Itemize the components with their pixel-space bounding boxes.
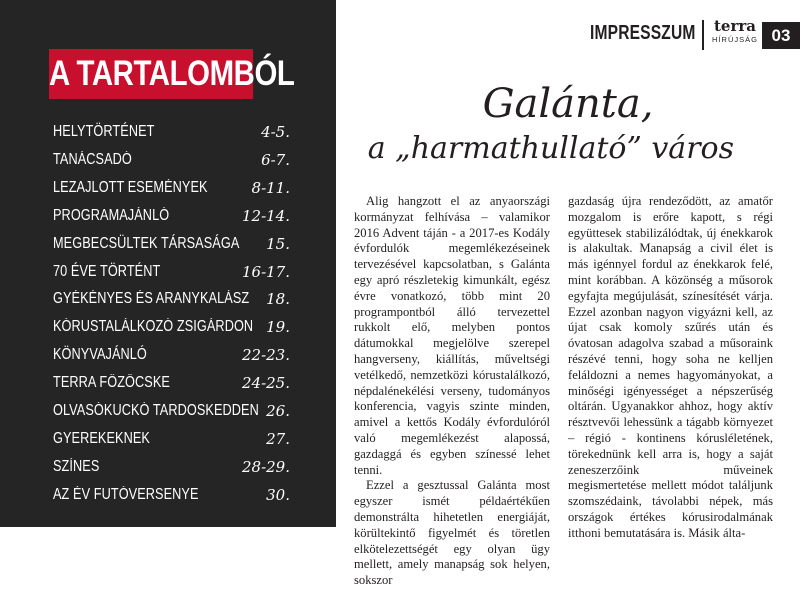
terra-logo	[712, 18, 758, 45]
table-of-contents-panel	[0, 0, 336, 527]
toc-item-pages: 8-11.	[251, 178, 290, 197]
toc-item-label: TANÁCSADÓ	[53, 150, 132, 168]
page-number: 03	[762, 22, 800, 49]
paragraph: gazdaság újra rendeződött, az amatőr mozgalom is erőre kapott, s régi együttesek stabilizálódtak, új énekkarok is alakultak. Manapság a civil élet is más igénnyel fordul az énekkarok felé, mint korábban. A közönség a műsorok egyfajta megújulását, színesítését várja. Ezzel azonban nagyon vigyázni kell, az újat csak komoly szűrés után és óvatosan adagolva szabad a műsoraink részévé tenni, hogy soha ne kelljen feláldozni a nemes hagyományokat, a minőségi igényességet a népszerűség oltárán. Ugyanakkor ahhoz, hogy aktív résztvevői lehessünk a tágabb környezet – régió - kontinens kórusléletének, törekednünk kell arra is, hogy a saját zeneszerzőink műveinek megismertetése mellett módot találjunk szomszédaink, távolabbi népek, más országok értékes kórusirodalmának itthoni bemutatására is. Másik álta-	[568, 194, 773, 540]
toc-item-label: KÓRUSTALÁLKOZÓ ZSIGÁRDON	[53, 318, 254, 336]
paragraph: Ezzel a gesztussal Galánta most egyszer ismét példaértékűen demonstrálta hihetetlen energiáját, körültekintő figyelmét és töretlen elkötelezettségét egy olyan ügy mellett, amely manapság sok helyen, sokszor	[354, 478, 550, 588]
toc-item-pages: 6-7.	[261, 150, 290, 169]
toc-item-pages: 12-14.	[241, 206, 290, 225]
toc-item-label: GYÉKÉNYES ÉS ARANYKALÁSZ	[53, 290, 250, 308]
logo-sub-text: HÍRÚJSÁG	[712, 35, 758, 44]
toc-item-label: HELYTÖRTÉNET	[53, 123, 155, 140]
toc-item	[53, 260, 290, 284]
toc-item	[53, 371, 290, 395]
toc-item-pages: 15.	[266, 234, 290, 253]
toc-item-pages: 18.	[266, 290, 290, 309]
header-divider	[702, 20, 704, 50]
toc-item-label: 70 ÉVE TÖRTÉNT	[53, 262, 161, 280]
article-headline-line2: a „harmathullató” város	[367, 131, 734, 166]
toc-item-pages: 22-23.	[241, 346, 290, 365]
toc-item-label: PROGRAMAJÁNLÓ	[53, 206, 170, 224]
toc-item	[53, 315, 290, 339]
toc-item	[53, 176, 290, 200]
logo-main-text: terra	[714, 17, 756, 35]
section-title: IMPRESSZUM	[590, 22, 696, 44]
toc-item-label: SZÍNES	[53, 457, 100, 475]
toc-item-pages: 4-5.	[261, 123, 290, 141]
toc-title: A TARTALOMBÓL	[49, 49, 253, 99]
toc-item-label: TERRA FŐZŐCSKE	[53, 374, 170, 392]
paragraph: Alig hangzott el az anyaországi kormányzat felhívása – valamikor 2016 Advent táján - a 2017-es Kodály évfordulók megemlékezéseinek tervezésével kapcsolatban, s Galánta egy apró részletekig kimunkált, egész évre vonatkozó, több mint 20 programpontból álló tervezettel rukkolt elő, melyben pontos dátumokkal megjelölve szerepel hangverseny, kiállítás, műveltségi vetélkedő, nemzetközi kórustalálkozó, népdalénekélési verseny, tudományos konferencia, vagyis szinte minden, amivel a kettős Kodály évfordulóról való megemlékezést alapossá, gazdaggá és egyben színessé lehet tenni.	[354, 194, 550, 477]
toc-item-label: GYEREKEKNEK	[53, 429, 150, 447]
toc-item-pages: 30.	[266, 485, 290, 504]
toc-item-label: OLVASÓKUCKÓ TARDOSKEDDEN	[53, 402, 259, 419]
toc-item	[53, 232, 290, 256]
article-column-1	[354, 194, 550, 588]
toc-item	[53, 148, 290, 172]
toc-item	[53, 483, 290, 507]
toc-item-pages: 16-17.	[241, 262, 290, 281]
toc-item-pages: 24-25.	[241, 374, 290, 393]
toc-item-label: LEZAJLOTT ESEMÉNYEK	[53, 178, 208, 196]
toc-item	[53, 427, 290, 451]
article-headline-line1: Galánta,	[482, 81, 654, 127]
toc-item	[53, 455, 290, 479]
toc-item-label: MEGBECSÜLTEK TÁRSASÁGA	[53, 234, 240, 252]
toc-item	[53, 399, 290, 423]
article-column-2	[568, 194, 773, 540]
toc-item-pages: 27.	[266, 429, 290, 448]
toc-item-pages: 28-29.	[241, 457, 290, 476]
toc-item	[53, 287, 290, 311]
toc-item	[53, 120, 290, 144]
toc-item-pages: 26.	[266, 402, 290, 420]
toc-item-label: KÖNYVAJÁNLÓ	[53, 346, 147, 364]
toc-item-label: AZ ÉV FUTÓVERSENYE	[53, 485, 199, 503]
article-page	[336, 0, 800, 588]
toc-item	[53, 343, 290, 367]
toc-item-pages: 19.	[266, 318, 290, 337]
toc-item	[53, 204, 290, 228]
